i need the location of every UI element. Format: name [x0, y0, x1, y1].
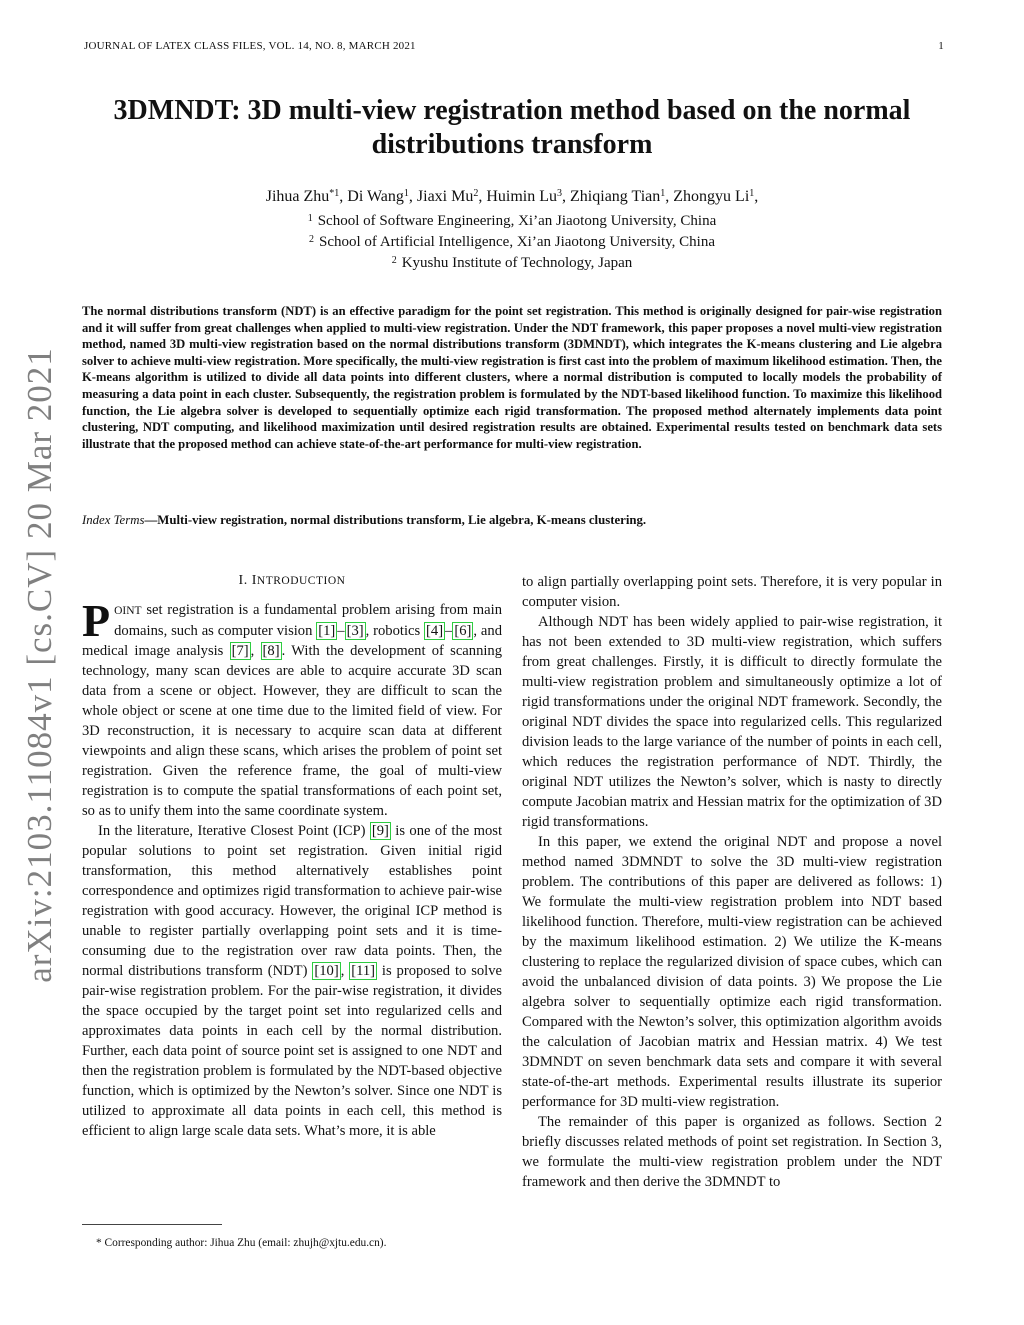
- paragraph: In the literature, Iterative Closest Point (ICP) [9] is one of the most popular solutions to point set registration. Given initial rigid transformation, this method alternatively establishes point correspondence and optimizes rigid transformation to achieve pair-wise registration with good accuracy. However, the original ICP method is unable to register partially overlapping point sets and it is time-consuming due to the registration over raw data points. Then, the normal distributions transform (NDT) [10] , [11] is proposed to solve pair-wise registration problem. For the pair-wise registration, it divides the space occupied by the target point set into regularized cells and approximates data points in each cell by the normal distribution. Further, each data point of source point set is assigned to one NDT and then the registration problem is formulated by the NDT-based objective function, which is optimized by the Newton’s solver. Since one NDT is utilized to approximate all data points in each cell, this method is efficient to align large scale data sets. What’s more, it is able: [82, 823, 502, 1139]
- paragraph: The remainder of this paper is organized as follows. Section 2 briefly discusses related methods of point set registration. In Section 3, we formulate the multi-view registration problem under the NDT framework and then derive the 3DMNDT to: [522, 1114, 942, 1190]
- paragraph: Although NDT has been widely applied to pair-wise registration, it has not been extended to 3D multi-view registration, which suffers from great challenges. Firstly, it is difficult to directly formulate the multi-view registration problem and simultaneously optimize a lot of rigid transformations under the original NDT framework. Secondly, the original NDT divides the space into regularized cells. This regularized division leads to the large variance of the number of points in each cell, which reduces the registration performance of NDT. Thirdly, the original NDT utilizes the Newton’s solver, which is nasty to directly compute Jacobian matrix and Hessian matrix for the optimization of 3D rigid transformations.: [522, 614, 942, 830]
- citation-link[interactable]: [10]: [314, 963, 339, 979]
- journal-header: JOURNAL OF LATEX CLASS FILES, VOL. 14, NO. 8, MARCH 2021: [84, 40, 416, 52]
- footnote: * Corresponding author: Jihua Zhu (email: zhujh@xjtu.edu.cn).: [96, 1237, 387, 1249]
- citation-link[interactable]: [11]: [351, 963, 376, 979]
- author: Zhiqiang Tian$^1$,: [570, 188, 674, 205]
- paragraph: POINT set registration is a fundamental problem arising from main domains, such as computer vision [1] – [3] , robotics [4] – [6] , and medical image analysis [7] , [8] . With the development of scanning technology, many scan devices are able to acquire accurate 3D scan data from a scene or object. However, they are difficult to scan the whole object or scene at one time due to the limited field of view. For 3D reconstruction, it is necessary to acquire scan data at different viewpoints and align these scans, which arises the problem of point set registration. Given the reference frame, the goal of multi-view registration is to compute the spatial transformations of each point set, so as to unify them into the same coordinate system.: [82, 595, 503, 819]
- citation-link[interactable]: [8]: [262, 643, 280, 659]
- index-terms-label: Index Terms: [82, 513, 145, 527]
- citation-link[interactable]: [1]: [318, 623, 336, 639]
- running-head: [84, 40, 944, 58]
- page-number: 1: [938, 40, 944, 52]
- paragraph: to align partially overlapping point sets. Therefore, it is very popular in computer vision.: [522, 574, 942, 610]
- citation-link[interactable]: [4]: [426, 623, 444, 639]
- drop-cap: P: [82, 595, 111, 646]
- paper-title: 3DMNDT: 3D multi-view registration method based on the normal distributions transform: [113, 95, 911, 160]
- affiliation: $^2$ Kyushu Institute of Technology, Japan: [391, 255, 633, 271]
- author: Huimin Lu$^3$,: [486, 188, 571, 205]
- author: Jihua Zhu$^{*1}$,: [265, 188, 348, 205]
- citation-link[interactable]: [9]: [371, 823, 389, 839]
- section-heading: I. INTRODUCTION: [238, 573, 346, 588]
- left-column: [82, 595, 503, 1141]
- arxiv-sidebar: [10, 347, 70, 983]
- arxiv-identifier: arXiv:2103.11084v1 [cs.CV] 20 Mar 2021: [20, 347, 59, 983]
- index-terms: [82, 512, 942, 529]
- abstract: The normal distributions transform (NDT) is an effective paradigm for the point set registration. This method is originally designed for pair-wise registration and it will suffer from great challenges when applied to multi-view registration. Under the NDT framework, this paper proposes a novel multi-view registration method, named 3D multi-view registration based on the normal distributions transform (3DMNDT), which integrates the K-means clustering and Lie algebra solver to achieve multi-view registration. More specifically, the multi-view registration is first cast into the problem of maximum likelihood estimation. Then, the K-means algorithm is utilized to divide all data points into different clusters, where a normal distribution is computed to locally models the probability of measuring a data point in each cluster. Subsequently, the registration problem is formulated by the NDT-based likelihood function. To maximize this likelihood function, the Lie algebra solver is developed to sequentially optimize each rigid transformation. The proposed method alternately implements data point clustering, NDT computing, and likelihood maximization until desired registration results are obtained. Experimental results tested on benchmark data sets illustrate that the proposed method can achieve state-of-the-art performance for multi-view registration.: [82, 304, 942, 451]
- author-list: [120, 186, 904, 208]
- citation-link[interactable]: [7]: [231, 643, 249, 659]
- affiliation: $^2$ School of Artificial Intelligence, Xi’an Jiaotong University, China: [308, 234, 716, 250]
- index-terms-text: —Multi-view registration, normal distributions transform, Lie algebra, K-means clustering.: [144, 513, 647, 527]
- right-column: [522, 572, 942, 1192]
- citation-link[interactable]: [6]: [454, 623, 472, 639]
- author: Jiaxi Mu$^2$,: [416, 188, 487, 205]
- footnote-divider: [82, 1224, 222, 1225]
- citation-link[interactable]: [3]: [346, 623, 364, 639]
- author: Zhongyu Li$^1$,: [673, 188, 759, 205]
- affiliation: $^1$ School of Software Engineering, Xi’an Jiaotong University, China: [307, 213, 717, 229]
- paragraph: In this paper, we extend the original NDT and propose a novel method named 3DMNDT to solve the 3D multi-view registration problem. The contributions of this paper are delivered as follows: 1) We formulate the multi-view registration problem into NDT based likelihood function. Therefore, multi-view registration can be achieved by the maximum likelihood estimation. 2) We utilize the K-means clustering to replace the regularized division of space cubes, which can avoid the unbalanced division of data points. 3) We propose the Lie algebra solver to sequentially optimize each rigid transformation. Compared with the Newton’s solver, this optimization algorithm avoids the calculation of Jacobian matrix and Hessian matrix. 4) We test 3DMNDT on seven benchmark data sets and compare it with several state-of-the-art methods. Experimental results illustrate its superior performance for 3D multi-view registration.: [522, 834, 942, 1110]
- author: Di Wang$^1$,: [347, 188, 417, 205]
